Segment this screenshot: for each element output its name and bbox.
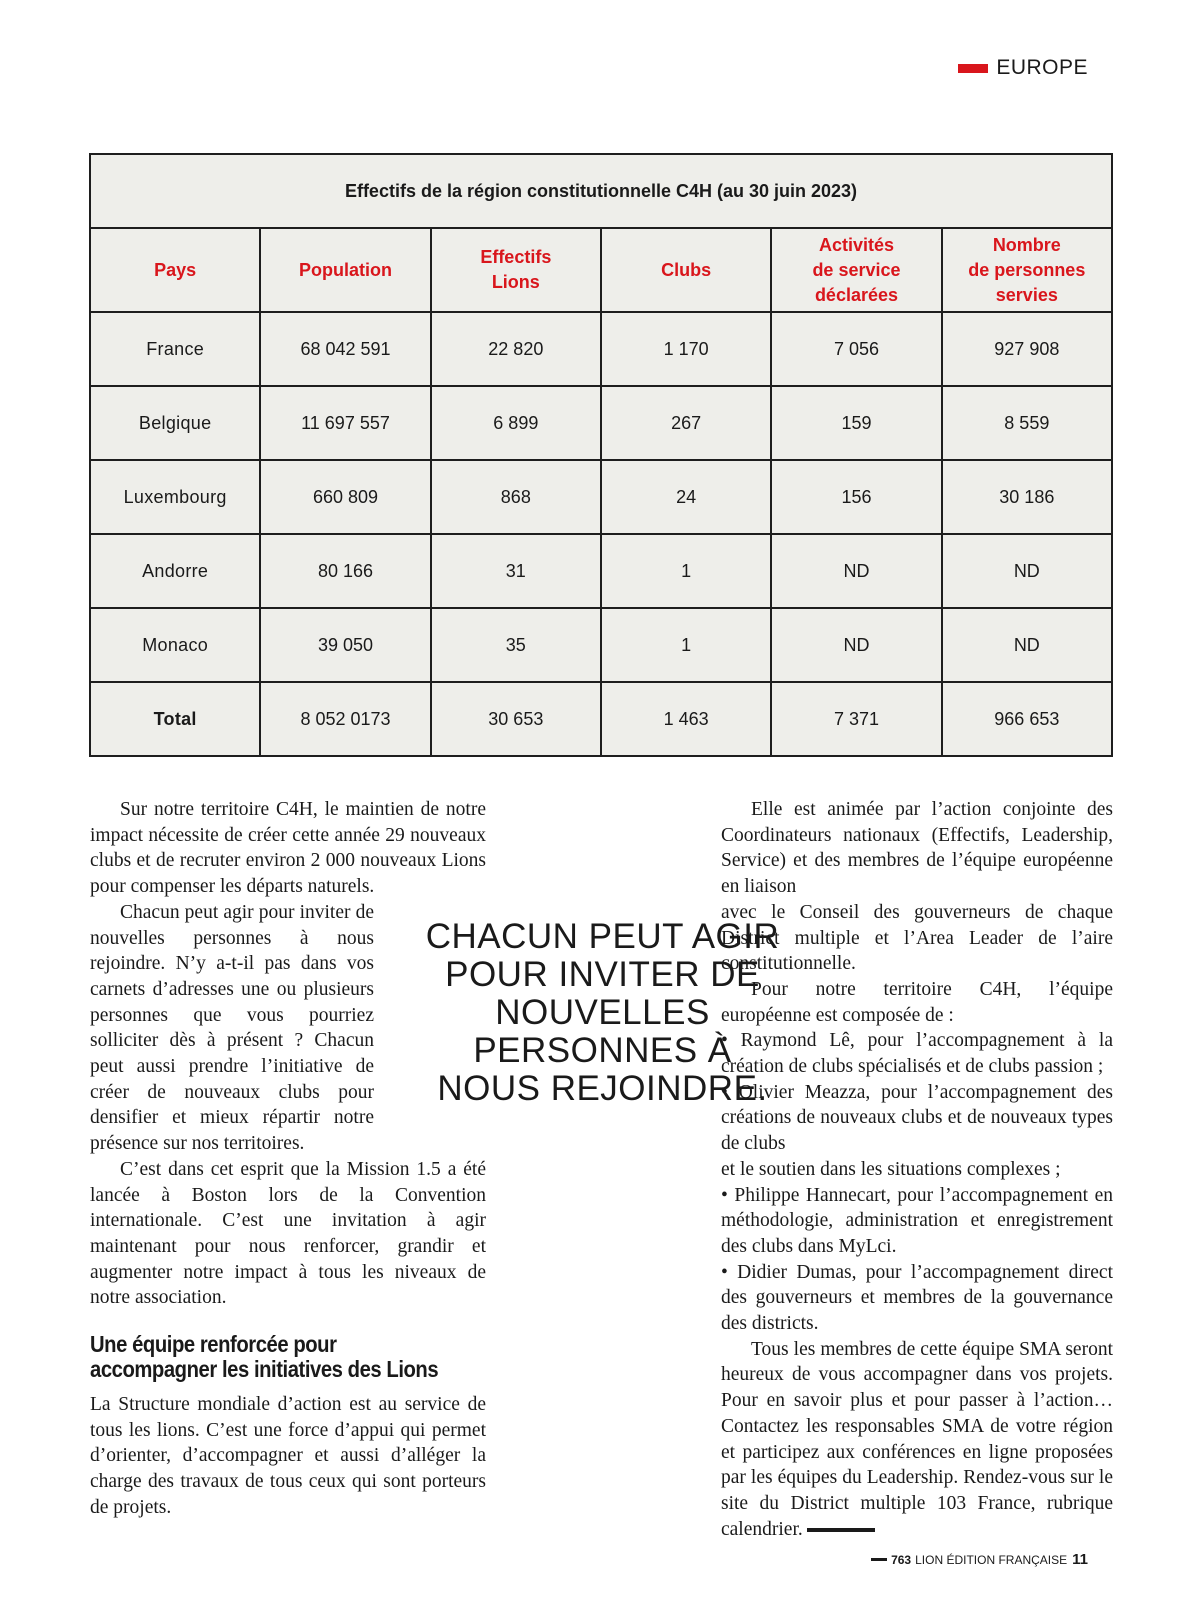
- cell-effectifs: 22 820: [431, 312, 601, 386]
- cell-pays: Luxembourg: [90, 460, 260, 534]
- cell-activites: 7 371: [771, 682, 941, 756]
- cell-activites: ND: [771, 534, 941, 608]
- cell-effectifs: 6 899: [431, 386, 601, 460]
- cell-activites: ND: [771, 608, 941, 682]
- bullet-item: et le soutien dans les situations complexes ;: [721, 1158, 1061, 1180]
- cell-population: 660 809: [260, 460, 430, 534]
- cell-population: 11 697 557: [260, 386, 430, 460]
- cell-effectifs: 868: [431, 460, 601, 534]
- cell-clubs: 267: [601, 386, 771, 460]
- cell-clubs: 24: [601, 460, 771, 534]
- publication-name: LION ÉDITION FRANÇAISE: [915, 1552, 1068, 1567]
- cell-pays: Andorre: [90, 534, 260, 608]
- cell-pays: Belgique: [90, 386, 260, 460]
- section-accent-bar: [958, 64, 988, 73]
- article-left-column: [90, 797, 486, 1521]
- table-header-row: [90, 228, 1112, 312]
- cell-population: 39 050: [260, 608, 430, 682]
- paragraph: Elle est animée par l’action conjointe des Coordinateurs nationaux (Effectifs, Leadership, Service) et des membres de l’équipe européenne en liaison: [721, 799, 1113, 898]
- table-caption: Effectifs de la région constitutionnelle C4H (au 30 juin 2023): [90, 154, 1112, 228]
- paragraph: C’est dans cet esprit que la Mission 1.5 a été lancée à Boston lors de la Convention internationale. C’est une invitation à agir maintenant pour nous renforcer, grandir et augmenter notre impact à tous les niveaux de notre association.: [90, 1158, 486, 1309]
- cell-clubs: 1 170: [601, 312, 771, 386]
- end-mark: [807, 1528, 875, 1532]
- table-row: [90, 386, 1112, 460]
- table-row: [90, 608, 1112, 682]
- section-label: EUROPE: [996, 56, 1088, 79]
- table-total-row: [90, 682, 1112, 756]
- paragraph: Chacun peut agir pour inviter de nouvelles personnes à nous rejoindre. N’y a-t-il pas dans vos carnets d’adresses une ou plusieurs personnes que vous pourriez solliciter dès à présent ? Chacun peut aussi prendre l’initiative de créer de nouveaux clubs pour densifier et mieux répartir notre présence sur nos territoires.: [90, 901, 374, 1155]
- cell-personnes-servies: 966 653: [942, 682, 1112, 756]
- table-row: [90, 460, 1112, 534]
- page-footer: [871, 1551, 1088, 1568]
- cell-pays: Total: [90, 682, 260, 756]
- bullet-item: • Raymond Lê, pour l’accompagnement à la création de clubs spécialisés et de clubs passion ;: [721, 1030, 1113, 1078]
- cell-effectifs: 35: [431, 608, 601, 682]
- table-row: [90, 312, 1112, 386]
- cell-pays: France: [90, 312, 260, 386]
- bullet-item: • Philippe Hannecart, pour l’accompagnement en méthodologie, administration et enregistrement des clubs dans MyLci.: [721, 1184, 1113, 1257]
- table-row: [90, 534, 1112, 608]
- cell-population: 68 042 591: [260, 312, 430, 386]
- bullet-item: • Olivier Meazza, pour l’accompagnement des créations de nouveaux clubs et de nouveaux types de clubs: [721, 1081, 1113, 1155]
- cell-activites: 159: [771, 386, 941, 460]
- paragraph: Sur notre territoire C4H, le maintien de notre impact nécessite de créer cette année 29 nouveaux clubs et de recruter environ 2 000 nouveaux Lions pour compenser les départs naturels.: [90, 799, 486, 898]
- cell-personnes-servies: ND: [942, 534, 1112, 608]
- header-clubs: Clubs: [601, 228, 771, 312]
- article-right-column: [721, 797, 1113, 1542]
- cell-activites: 156: [771, 460, 941, 534]
- section-tag: [958, 56, 1088, 80]
- paragraph: avec le Conseil des gouverneurs de chaque District multiple et l’Area Leader de l’aire constitutionnelle.: [721, 901, 1113, 975]
- cell-personnes-servies: 8 559: [942, 386, 1112, 460]
- issue-number: 763: [891, 1552, 912, 1567]
- paragraph: [721, 1337, 1113, 1543]
- subheading: Une équipe renforcée pour accompagner les initiatives des Lions: [90, 1331, 439, 1383]
- header-pays: Pays: [90, 228, 260, 312]
- cell-pays: Monaco: [90, 608, 260, 682]
- header-activites: Activités de service déclarées: [771, 228, 941, 312]
- footer-bar: [871, 1558, 887, 1561]
- membership-table: [89, 153, 1113, 757]
- cell-clubs: 1: [601, 534, 771, 608]
- cell-personnes-servies: 30 186: [942, 460, 1112, 534]
- paragraph: La Structure mondiale d’action est au service de tous les lions. C’est une force d’appui qui permet d’orienter, d’accompagner et aussi d’alléger la charge des travaux de tous ceux qui sont porteurs de projets.: [90, 1394, 486, 1518]
- header-effectifs: Effectifs Lions: [431, 228, 601, 312]
- cell-effectifs: 30 653: [431, 682, 601, 756]
- cell-population: 80 166: [260, 534, 430, 608]
- header-population: Population: [260, 228, 430, 312]
- cell-effectifs: 31: [431, 534, 601, 608]
- cell-personnes-servies: 927 908: [942, 312, 1112, 386]
- cell-population: 8 052 0173: [260, 682, 430, 756]
- cell-clubs: 1 463: [601, 682, 771, 756]
- cell-personnes-servies: ND: [942, 608, 1112, 682]
- header-personnes-servies: Nombre de personnes servies: [942, 228, 1112, 312]
- closing-text: Tous les membres de cette équipe SMA seront heureux de vous accompagner dans vos projets. Pour en savoir plus et pour passer à l’action… Contactez les responsables SMA de votre région et participez aux conférences en ligne proposées par les équipes du Leadership. Rendez-vous sur le site du District multiple 103 France, rubrique calendrier.: [721, 1338, 1113, 1540]
- cell-activites: 7 056: [771, 312, 941, 386]
- page-number: 11: [1072, 1551, 1088, 1568]
- paragraph: Pour notre territoire C4H, l’équipe européenne est composée de :: [721, 978, 1113, 1026]
- cell-clubs: 1: [601, 608, 771, 682]
- pull-quote: CHACUN PEUT AGIR POUR INVITER DE NOUVELLES PERSONNES À NOUS REJOINDRE.: [425, 917, 780, 1108]
- bullet-item: • Didier Dumas, pour l’accompagnement direct des gouverneurs et membres de la gouvernance des districts.: [721, 1261, 1113, 1335]
